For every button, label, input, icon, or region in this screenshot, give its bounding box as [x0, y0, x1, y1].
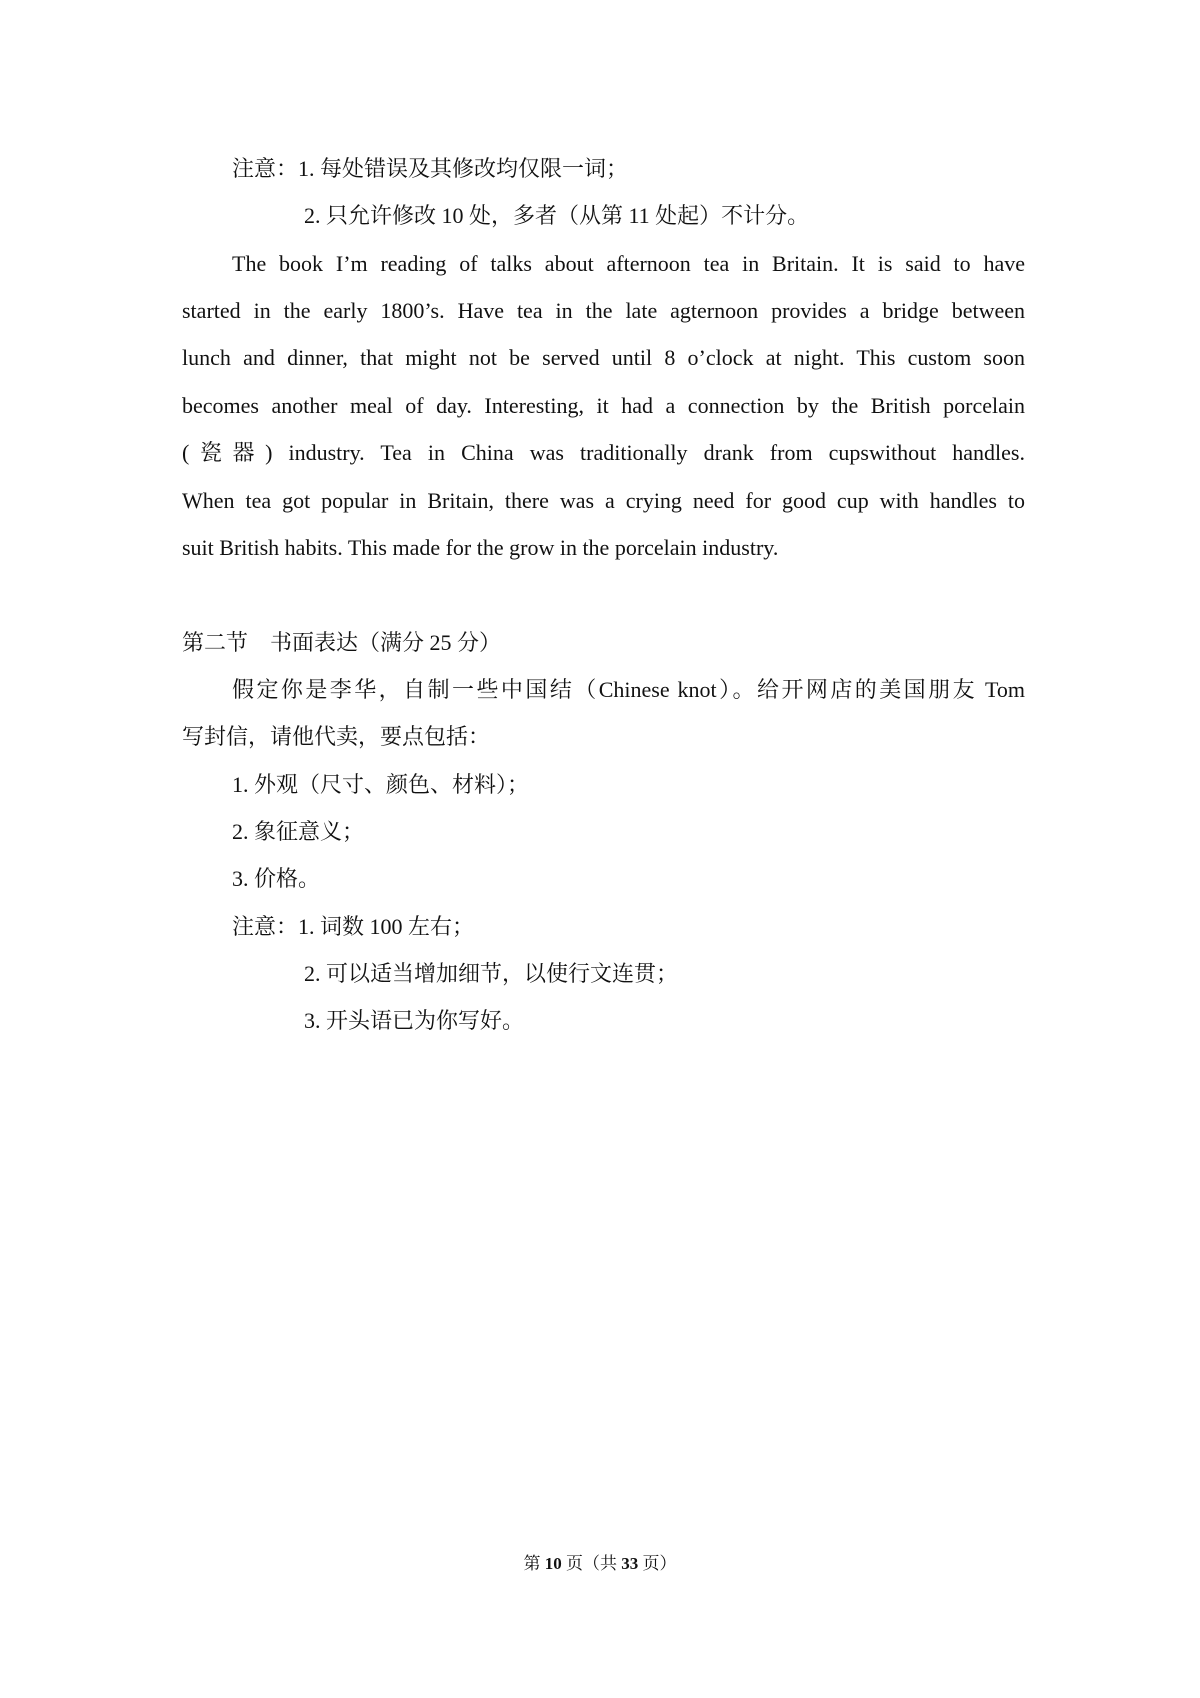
- key-point-3: 3. 价格。: [232, 866, 321, 891]
- writing-note-1: 注意：1. 词数 100 左右；: [232, 914, 475, 939]
- page-number: 10: [544, 1554, 562, 1573]
- passage-line-1: The book I’m reading of talks about afternoon tea in Britain. It is said to have: [232, 251, 1025, 276]
- key-point-1: 1. 外观（尺寸、颜色、材料）；: [232, 772, 530, 797]
- footer-prefix: 第: [523, 1554, 545, 1573]
- footer-suffix: 页）: [638, 1554, 677, 1573]
- passage-line-4: becomes another meal of day. Interesting, it had a connection by the British porcelain: [182, 393, 1025, 418]
- key-point-2: 2. 象征意义；: [232, 819, 365, 844]
- correction-note-2: 2. 只允许修改 10 处，多者（从第 11 处起）不计分。: [304, 203, 810, 228]
- passage-line-6: When tea got popular in Britain, there was a crying need for good cup with handles to: [182, 488, 1025, 513]
- writing-note-2: 2. 可以适当增加细节，以使行文连贯；: [304, 961, 679, 986]
- passage-line-7: suit British habits. This made for the grow in the porcelain industry.: [182, 535, 779, 560]
- section-heading: 第二节 书面表达（满分 25 分）: [182, 630, 502, 655]
- passage-line-2: started in the early 1800’s. Have tea in the late agternoon provides a bridge between: [182, 298, 1025, 323]
- passage-line-3: lunch and dinner, that might not be served until 8 o’clock at night. This custom soon: [182, 345, 1025, 370]
- correction-note-1: 注意：1. 每处错误及其修改均仅限一词；: [232, 156, 629, 181]
- page-footer: [0, 1552, 1200, 1576]
- writing-prompt-line-1: 假定你是李华，自制一些中国结（Chinese knot）。给开网店的美国朋友 Tom: [232, 677, 1025, 702]
- writing-note-3: 3. 开头语已为你写好。: [304, 1008, 525, 1033]
- writing-prompt-line-2: 写封信，请他代卖，要点包括：: [182, 724, 491, 749]
- passage-line-5: (瓷器) industry. Tea in China was traditionally drank from cupswithout handles.: [182, 440, 1025, 465]
- footer-middle: 页（共: [561, 1554, 622, 1573]
- total-pages: 33: [621, 1554, 639, 1573]
